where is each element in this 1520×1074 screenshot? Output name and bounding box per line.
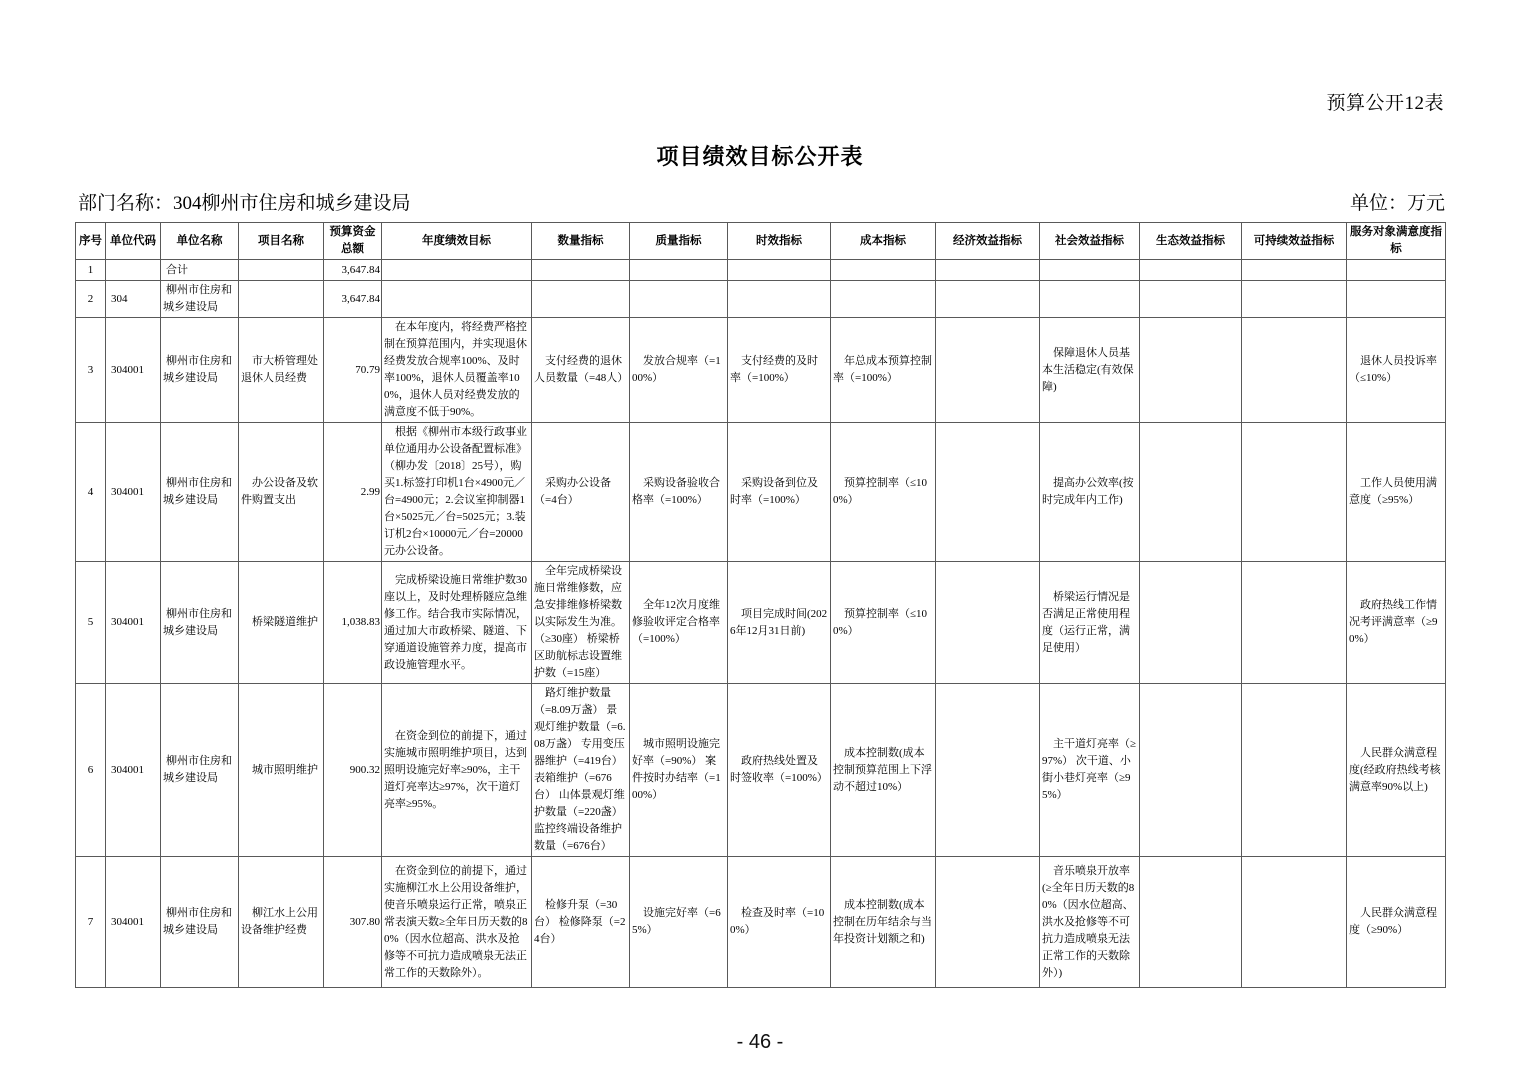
cell: 采购设备验收合格率（=100%） (630, 423, 728, 562)
column-header: 服务对象满意度指标 (1347, 223, 1446, 260)
cell: 柳江水上公用设备维护经费 (239, 857, 324, 988)
cell: 完成桥梁设施日常维护数30座以上，及时处理桥隧应急维修工作。结合我市实际情况，通过加大市政桥梁、隧道、下穿通道设施管养力度，提高市政设施管理水平。 (382, 562, 532, 684)
cell (728, 281, 831, 318)
page-title: 项目绩效目标公开表 (656, 144, 864, 169)
column-header: 社会效益指标 (1040, 223, 1140, 260)
cell (1040, 260, 1140, 281)
column-header: 生态效益指标 (1140, 223, 1242, 260)
table-row (76, 281, 1446, 318)
department-name: 部门名称：304柳州市住房和城乡建设局 (78, 193, 411, 214)
cell: 3,647.84 (324, 281, 382, 318)
cell (239, 260, 324, 281)
cell: 保障退休人员基本生活稳定(有效保障) (1040, 318, 1140, 423)
cell: 307.80 (324, 857, 382, 988)
cell: 在本年度内，将经费严格控制在预算范围内，并实现退休经费发放合规率100%、及时率100%，退休人员覆盖率100%，退休人员对经费发放的满意度不低于90%。 (382, 318, 532, 423)
cell: 柳州市住房和城乡建设局 (161, 684, 239, 857)
cell (1242, 857, 1347, 988)
cell (1347, 260, 1446, 281)
cell: 70.79 (324, 318, 382, 423)
header-row (76, 223, 1446, 260)
table-row (76, 423, 1446, 562)
cell: 检修升泵（=30台） 检修降泵（=24台） (532, 857, 630, 988)
cell: 工作人员使用满意度（≥95%） (1347, 423, 1446, 562)
cell: 成本控制数(成本控制预算范围上下浮动不超过10%） (831, 684, 936, 857)
cell: 发放合规率（=100%） (630, 318, 728, 423)
cell (831, 260, 936, 281)
column-header: 单位名称 (161, 223, 239, 260)
cell (1140, 260, 1242, 281)
cell (382, 281, 532, 318)
cell (1242, 281, 1347, 318)
cell: 提高办公效率(按时完成年内工作) (1040, 423, 1140, 562)
cell: 304001 (106, 562, 161, 684)
cell: 桥梁隧道维护 (239, 562, 324, 684)
page-number: - 46 - (736, 1031, 784, 1053)
cell: 柳州市住房和城乡建设局 (161, 281, 239, 318)
cell: 采购设备到位及时率（=100%） (728, 423, 831, 562)
cell: 在资金到位的前提下，通过实施柳江水上公用设备维护，使音乐喷泉运行正常，喷泉正常表演天数≥全年日历天数的80%（因水位超高、洪水及抢修等不可抗力造成喷泉无法正常工作的天数除外）。 (382, 857, 532, 988)
table-row (76, 857, 1446, 988)
cell: 项目完成时间(2026年12月31日前) (728, 562, 831, 684)
cell (532, 281, 630, 318)
cell: 柳州市住房和城乡建设局 (161, 857, 239, 988)
table-row (76, 562, 1446, 684)
column-header: 数量指标 (532, 223, 630, 260)
cell: 全年完成桥梁设施日常维修数，应急安排维修桥梁数以实际发生为准。（≥30座） 桥梁桥区助航标志设置维护数（=15座） (532, 562, 630, 684)
cell: 城市照明维护 (239, 684, 324, 857)
cell: 年总成本预算控制率（=100%） (831, 318, 936, 423)
cell: 304001 (106, 318, 161, 423)
cell (1242, 260, 1347, 281)
cell (106, 260, 161, 281)
cell (1040, 281, 1140, 318)
cell: 304001 (106, 423, 161, 562)
column-header: 序号 (76, 223, 106, 260)
cell: 音乐喷泉开放率(≥全年日历天数的80%（因水位超高、洪水及抢修等不可抗力造成喷泉无法正常工作的天数除外）) (1040, 857, 1140, 988)
cell: 主干道灯亮率（≥97%） 次干道、小街小巷灯亮率（≥95%） (1040, 684, 1140, 857)
cell (532, 260, 630, 281)
cell: 900.32 (324, 684, 382, 857)
cell (1140, 857, 1242, 988)
cell: 根据《柳州市本级行政事业单位通用办公设备配置标准》（柳办发〔2018〕25号），购买1.标签打印机1台×4900元／台=4900元；2.会议室抑制器1台×5025元／台=5025元；3.装订机2台×10000元／台=20000元办公设备。 (382, 423, 532, 562)
cell: 5 (76, 562, 106, 684)
cell (1242, 318, 1347, 423)
cell (630, 260, 728, 281)
cell (936, 423, 1040, 562)
cell: 支付经费的退休人员数量（=48人） (532, 318, 630, 423)
cell: 4 (76, 423, 106, 562)
cell: 3 (76, 318, 106, 423)
cell (1140, 281, 1242, 318)
cell: 在资金到位的前提下，通过实施城市照明维护项目，达到照明设施完好率≥90%，主干道灯亮率达≥97%，次干道灯亮率≥95%。 (382, 684, 532, 857)
cell: 退休人员投诉率（≤10%） (1347, 318, 1446, 423)
cell: 市大桥管理处退休人员经费 (239, 318, 324, 423)
cell (936, 684, 1040, 857)
table-row (76, 318, 1446, 423)
cell: 支付经费的及时率（=100%） (728, 318, 831, 423)
cell (1242, 423, 1347, 562)
cell: 设施完好率（=65%） (630, 857, 728, 988)
cell: 预算控制率（≤100%） (831, 423, 936, 562)
cell (936, 857, 1040, 988)
cell: 2.99 (324, 423, 382, 562)
column-header: 单位代码 (106, 223, 161, 260)
cell (1140, 562, 1242, 684)
column-header: 经济效益指标 (936, 223, 1040, 260)
column-header: 成本指标 (831, 223, 936, 260)
column-header: 可持续效益指标 (1242, 223, 1347, 260)
cell (239, 281, 324, 318)
cell: 路灯维护数量（=8.09万盏） 景观灯维护数量（=6.08万盏） 专用变压器维护（=419台） 表箱维护（=676台） 山体景观灯维护数量（=220盏） 监控终端设备维护数量（=676台） (532, 684, 630, 857)
cell: 政府热线处置及时签收率（=100%） (728, 684, 831, 857)
cell: 全年12次月度维修验收评定合格率（=100%） (630, 562, 728, 684)
cell: 7 (76, 857, 106, 988)
cell: 桥梁运行情况是否满足正常使用程度（运行正常，满足使用） (1040, 562, 1140, 684)
cell (1347, 281, 1446, 318)
cell: 1 (76, 260, 106, 281)
cell: 办公设备及软件购置支出 (239, 423, 324, 562)
unit-label: 单位：万元 (1349, 193, 1445, 214)
cell: 成本控制数(成本控制在历年结余与当年投资计划额之和) (831, 857, 936, 988)
cell: 304001 (106, 857, 161, 988)
cell: 人民群众满意程度(经政府热线考核满意率90%以上) (1347, 684, 1446, 857)
cell: 304 (106, 281, 161, 318)
cell: 柳州市住房和城乡建设局 (161, 562, 239, 684)
table-row (76, 260, 1446, 281)
cell (1140, 684, 1242, 857)
cell (831, 281, 936, 318)
cell (936, 562, 1040, 684)
cell: 预算控制率（≤100%） (831, 562, 936, 684)
cell (1242, 684, 1347, 857)
table-meta-row (78, 188, 1445, 215)
cell: 3,647.84 (324, 260, 382, 281)
cell: 政府热线工作情况考评满意率（≥90%） (1347, 562, 1446, 684)
column-header: 年度绩效目标 (382, 223, 532, 260)
cell (1140, 423, 1242, 562)
cell (382, 260, 532, 281)
cell: 检查及时率（=100%） (728, 857, 831, 988)
cell: 人民群众满意程度（≥90%） (1347, 857, 1446, 988)
cell: 城市照明设施完好率（=90%） 案件按时办结率（=100%） (630, 684, 728, 857)
cell: 2 (76, 281, 106, 318)
performance-table (75, 222, 1446, 988)
form-number-label: 预算公开12表 (1326, 93, 1444, 114)
cell: 1,038.83 (324, 562, 382, 684)
cell (1242, 562, 1347, 684)
cell: 柳州市住房和城乡建设局 (161, 318, 239, 423)
cell (936, 281, 1040, 318)
cell (728, 260, 831, 281)
cell (630, 281, 728, 318)
cell (1140, 318, 1242, 423)
cell: 合计 (161, 260, 239, 281)
table-row (76, 684, 1446, 857)
column-header: 时效指标 (728, 223, 831, 260)
column-header: 预算资金总额 (324, 223, 382, 260)
cell: 柳州市住房和城乡建设局 (161, 423, 239, 562)
column-header: 项目名称 (239, 223, 324, 260)
column-header: 质量指标 (630, 223, 728, 260)
cell: 304001 (106, 684, 161, 857)
cell: 采购办公设备（=4台） (532, 423, 630, 562)
cell: 6 (76, 684, 106, 857)
cell (936, 260, 1040, 281)
cell (936, 318, 1040, 423)
